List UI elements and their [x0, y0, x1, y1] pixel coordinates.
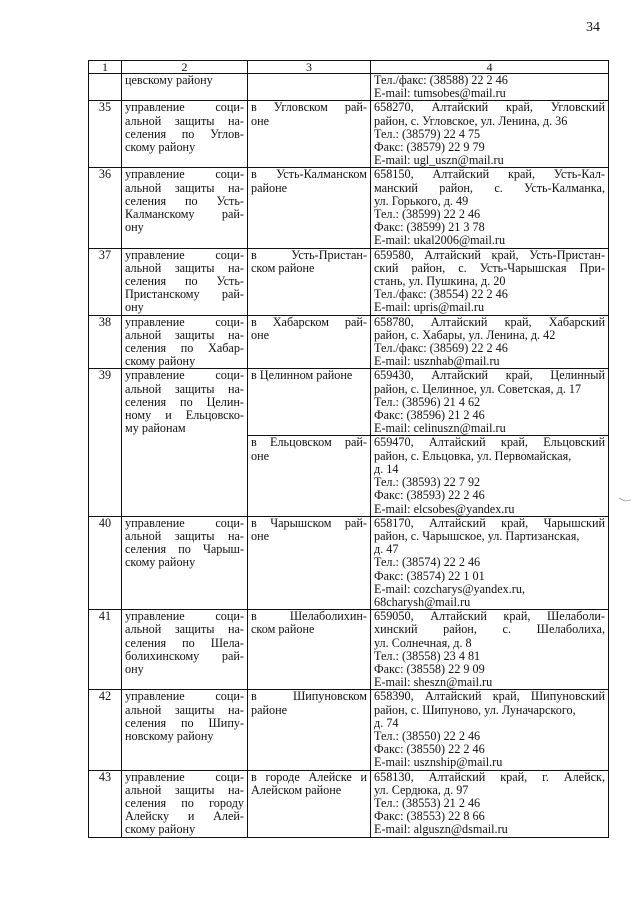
cell-line: район, с. Ельцовка, ул. Первомайская, [374, 448, 572, 463]
cell-line: Тел.: (38558) 23 4 81 [374, 648, 481, 663]
cell-line: E-mail: celinuszn@mail.ru [374, 421, 506, 436]
address-cell [371, 168, 609, 248]
department-cell [122, 101, 248, 168]
cell-line: скому району [125, 354, 196, 369]
address-cell [371, 74, 609, 101]
table-row [89, 101, 609, 168]
cell-line: 658150, Алтайский край, Усть-Кал- [374, 167, 605, 182]
cell-line: селения по Чарыш- [125, 542, 244, 557]
address-cell [371, 690, 609, 770]
page-number: 34 [586, 20, 600, 35]
cell-line: д. 74 [374, 715, 399, 730]
table-row [89, 315, 609, 369]
cell-line: Тел./факс: (38554) 22 2 46 [374, 287, 508, 302]
cell-line: ону [125, 220, 144, 235]
cell-line: Тел./факс: (38569) 22 2 46 [374, 341, 508, 356]
cell-line: Тел.: (38553) 21 2 46 [374, 795, 481, 810]
cell-line: Факс: (38574) 22 1 01 [374, 568, 485, 583]
row-number: 38 [89, 315, 122, 369]
cell-line: управление соци- [125, 314, 244, 329]
department-cell [122, 369, 248, 516]
margin-mark [618, 495, 632, 501]
department-cell [122, 610, 248, 690]
cell-line: Тел.: (38596) 21 4 62 [374, 394, 481, 409]
area-cell [248, 101, 371, 168]
cell-line: 659470, Алтайский край, Ельцовский [374, 435, 605, 450]
cell-line: селения по Усть- [125, 274, 244, 289]
table-row [89, 770, 609, 837]
cell-line: E-mail: elcsobes@yandex.ru [374, 501, 515, 516]
cell-line: альной защиты на- [125, 260, 244, 275]
department-cell [122, 74, 248, 101]
department-cell [122, 168, 248, 248]
cell-line: в Шипуновском [251, 689, 367, 704]
cell-line: д. 47 [374, 542, 399, 557]
cell-line: альной защиты на- [125, 702, 244, 717]
cell-line: E-mail: alguszn@dsmail.ru [374, 822, 508, 837]
social-protection-table [88, 60, 609, 838]
cell-line: селения по Шела- [125, 635, 244, 650]
cell-line: управление соци- [125, 769, 244, 784]
table-row [89, 516, 609, 609]
row-number: 40 [89, 516, 122, 609]
cell-line: Факс: (38579) 22 9 79 [374, 140, 485, 155]
cell-line: стань, ул. Пушкина, д. 20 [374, 274, 506, 289]
cell-line: оне [251, 327, 270, 342]
cell-line: в Хабарском рай- [251, 314, 367, 329]
cell-line: Алейском районе [251, 782, 342, 797]
address-cell [371, 610, 609, 690]
cell-line: управление соци- [125, 247, 244, 262]
cell-line: управление соци- [125, 100, 244, 115]
cell-line: управление соци- [125, 689, 244, 704]
cell-line: оне [251, 528, 270, 543]
cell-line: 658780, Алтайский край, Хабарский [374, 314, 605, 329]
cell-line: хинский район, с. Шелаболиха, [374, 622, 605, 637]
cell-line: альной защиты на- [125, 782, 244, 797]
cell-line: Тел./факс: (38588) 22 2 46 [374, 73, 508, 87]
table-body [89, 74, 609, 838]
cell-line: ному и Ельцовско- [125, 408, 244, 423]
table-row [89, 690, 609, 770]
cell-line: селения по Хабар- [125, 341, 244, 356]
area-cell [248, 248, 371, 315]
cell-line: 658170, Алтайский край, Чарышский [374, 515, 605, 530]
cell-line: районе [251, 702, 288, 717]
cell-line: оне [251, 448, 270, 463]
cell-line: манский район, с. Усть-Калманка, [374, 180, 605, 195]
cell-line: E-mail: ukal2006@mail.ru [374, 233, 506, 248]
cell-line: 658130, Алтайский край, г. Алейск, [374, 769, 605, 784]
cell-line: цевскому району [125, 73, 213, 87]
address-cell [371, 770, 609, 837]
cell-line: Тел.: (38579) 22 4 75 [374, 126, 481, 141]
cell-line: Факс: (38558) 22 9 09 [374, 661, 485, 676]
cell-line: ону [125, 300, 144, 315]
cell-line: новскому району [125, 728, 214, 743]
area-cell [248, 315, 371, 369]
cell-line: E-mail: tumsobes@mail.ru [374, 86, 506, 101]
cell-line: ону [125, 661, 144, 676]
row-number: 35 [89, 101, 122, 168]
cell-line: Алейску и Алей- [125, 809, 244, 824]
area-cell [248, 610, 371, 690]
area-cell [248, 74, 371, 101]
area-cell [248, 690, 371, 770]
row-number: 37 [89, 248, 122, 315]
row-number: 42 [89, 690, 122, 770]
table-row [89, 74, 609, 101]
row-number: 41 [89, 610, 122, 690]
area-cell [248, 168, 371, 248]
cell-line: селения по Усть- [125, 193, 244, 208]
cell-line: болихинскому рай- [125, 648, 244, 663]
cell-line: му районам [125, 421, 186, 436]
cell-line: E-mail: cozcharys@yandex.ru, [374, 581, 525, 596]
column-header: 3 [248, 61, 371, 74]
cell-line: Тел.: (38599) 22 2 46 [374, 207, 481, 222]
area-cell [248, 369, 371, 436]
cell-line: район, с. Хабары, ул. Ленина, д. 42 [374, 327, 556, 342]
cell-line: в городе Алейске и [251, 769, 367, 784]
address-cell [371, 101, 609, 168]
cell-line: в Угловском рай- [251, 100, 367, 115]
cell-line: Тел.: (38593) 22 7 92 [374, 475, 481, 490]
cell-line: ул. Сердюка, д. 97 [374, 782, 469, 797]
row-number: 43 [89, 770, 122, 837]
cell-line: альной защиты на- [125, 327, 244, 342]
cell-line: альной защиты на- [125, 622, 244, 637]
cell-line: селения по Углов- [125, 126, 244, 141]
department-cell [122, 516, 248, 609]
column-header: 2 [122, 61, 248, 74]
cell-line: Факс: (38553) 22 8 66 [374, 809, 485, 824]
cell-line: в Ельцовском рай- [251, 435, 367, 450]
cell-line: в Целинном районе [251, 368, 353, 383]
cell-line: E-mail: usznship@mail.ru [374, 755, 503, 770]
table-row [89, 168, 609, 248]
table-row [89, 369, 609, 436]
cell-line: д. 14 [374, 461, 399, 476]
cell-line: 659430, Алтайский край, Целинный [374, 368, 605, 383]
cell-line: скому району [125, 140, 196, 155]
address-cell [371, 369, 609, 436]
department-cell [122, 770, 248, 837]
column-header: 1 [89, 61, 122, 74]
cell-line: управление соци- [125, 368, 244, 383]
cell-line: 658270, Алтайский край, Угловский [374, 100, 605, 115]
cell-line: Факс: (38599) 21 3 78 [374, 220, 485, 235]
cell-line: ул. Солнечная, д. 8 [374, 635, 472, 650]
cell-line: в Усть-Калманском [251, 167, 367, 182]
row-number: 39 [89, 369, 122, 516]
cell-line: E-mail: ugl_uszn@mail.ru [374, 153, 504, 168]
cell-line: альной защиты на- [125, 528, 244, 543]
cell-line: 68charysh@mail.ru [374, 594, 471, 609]
cell-line: в Чарышском рай- [251, 515, 367, 530]
address-cell [371, 436, 609, 516]
cell-line: в Шелаболихин- [251, 609, 367, 624]
cell-line: скому району [125, 555, 196, 570]
cell-line: селения по Целин- [125, 394, 244, 409]
cell-line: ском районе [251, 260, 315, 275]
cell-line: район, с. Шипуново, ул. Луначарского, [374, 702, 576, 717]
address-cell [371, 315, 609, 369]
cell-line: Факс: (38550) 22 2 46 [374, 742, 485, 757]
cell-line: селения по Шипу- [125, 715, 244, 730]
cell-line: альной защиты на- [125, 180, 244, 195]
department-cell [122, 315, 248, 369]
cell-line: 658390, Алтайский край, Шипуновский [374, 689, 605, 704]
address-cell [371, 248, 609, 315]
cell-line: управление соци- [125, 515, 244, 530]
cell-line: Пристанскому рай- [125, 287, 244, 302]
cell-line: управление соци- [125, 609, 244, 624]
cell-line: скому району [125, 822, 196, 837]
area-cell [248, 770, 371, 837]
table-row [89, 248, 609, 315]
cell-line: ском районе [251, 622, 315, 637]
cell-line: 659050, Алтайский край, Шелаболи- [374, 609, 605, 624]
cell-line: селения по городу [125, 795, 244, 810]
column-header: 4 [371, 61, 609, 74]
cell-line: ский район, с. Усть-Чарышская При- [374, 260, 605, 275]
cell-line: Калманскому рай- [125, 207, 244, 222]
cell-line: район, с. Чарышское, ул. Партизанская, [374, 528, 580, 543]
area-cell [248, 516, 371, 609]
cell-line: Тел.: (38574) 22 2 46 [374, 555, 481, 570]
cell-line: оне [251, 113, 270, 128]
table-header-row [89, 61, 609, 74]
cell-line: ул. Горького, д. 49 [374, 193, 469, 208]
cell-line: в Усть-Пристан- [251, 247, 367, 262]
cell-line: Факс: (38596) 21 2 46 [374, 408, 485, 423]
department-cell [122, 690, 248, 770]
cell-line: E-mail: sheszn@mail.ru [374, 675, 493, 690]
address-cell [371, 516, 609, 609]
cell-line: альной защиты на- [125, 113, 244, 128]
cell-line: Факс: (38593) 22 2 46 [374, 488, 485, 503]
cell-line: управление соци- [125, 167, 244, 182]
cell-line: Тел.: (38550) 22 2 46 [374, 728, 481, 743]
cell-line: 659580, Алтайский край, Усть-Пристан- [374, 247, 605, 262]
table-row [89, 610, 609, 690]
row-number: 36 [89, 168, 122, 248]
cell-line: E-mail: upris@mail.ru [374, 300, 485, 315]
department-cell [122, 248, 248, 315]
cell-line: район, с. Целинное, ул. Советская, д. 17 [374, 381, 582, 396]
cell-line: район, с. Угловское, ул. Ленина, д. 36 [374, 113, 568, 128]
area-cell [248, 436, 371, 516]
cell-line: районе [251, 180, 288, 195]
row-number [89, 74, 122, 101]
cell-line: E-mail: usznhab@mail.ru [374, 354, 500, 369]
cell-line: альной защиты на- [125, 381, 244, 396]
